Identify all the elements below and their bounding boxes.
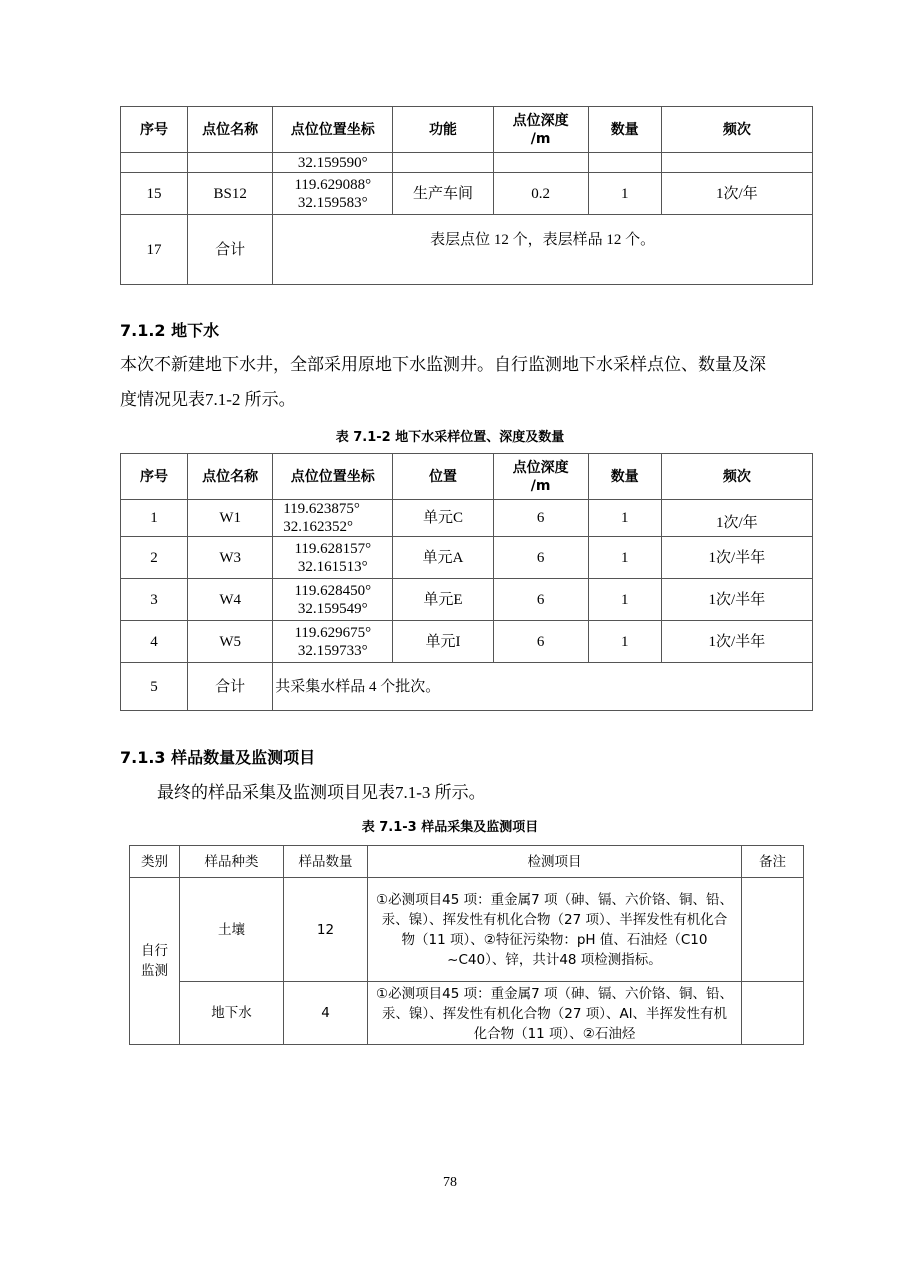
sample-count-cell: 4 [284,982,368,1045]
qty-cell: 1 [588,579,661,621]
no-cell: 5 [121,663,188,711]
coord-cell: 32.159590° [273,153,393,173]
total-text: 共采集水样品 4 个批次。 [273,663,813,711]
table-header-row [121,107,813,153]
col-header-category: 类别 [130,846,180,878]
table-total-row [121,663,813,711]
col-header-freq: 频次 [661,454,812,500]
col-header-no: 序号 [121,454,188,500]
qty-cell: 1 [588,173,661,215]
table-caption: 表 7.1-3 样品采集及监测项目 [361,820,539,835]
col-header-sample-type: 样品种类 [180,846,284,878]
table-header-row [130,846,804,878]
depth-cell: 6 [493,537,588,579]
col-header-location: 位置 [393,454,493,500]
total-text: 表层点位 12 个，表层样品 12 个。 [273,215,813,285]
col-header-remarks: 备注 [742,846,804,878]
test-items-cell: ①必测项目45 项：重金属7 项（砷、镉、六价铬、铜、铅、汞、镍）、挥发性有机化合物（27 项）、半挥发性有机化合物（11 项）、②特征污染物：pH 值、石油烃（C10 ~C40）、锌，共计48 项检测指标。 [368,878,742,982]
name-cell: BS12 [188,173,273,215]
coord-cell: 119.623875° 32.162352° [273,500,393,537]
location-cell: 单元C [393,500,493,537]
table-row [121,173,813,215]
name-cell: W3 [188,537,273,579]
col-header-name: 点位名称 [188,454,273,500]
no-cell: 4 [121,621,188,663]
table-row [121,579,813,621]
sample-type-cell: 土壤 [180,878,284,982]
section-heading-712: 7.1.2 地下水 [120,321,220,340]
depth-cell: 6 [493,579,588,621]
sample-type-cell: 地下水 [180,982,284,1045]
total-label: 合计 [188,663,273,711]
location-cell: 单元E [393,579,493,621]
table-row [121,537,813,579]
soil-sampling-table-continued [120,106,813,285]
table-row [121,153,813,173]
col-header-no: 序号 [121,107,188,153]
table-row [130,878,804,982]
table-row [121,500,813,537]
col-header-test-items: 检测项目 [368,846,742,878]
table-caption: 表 7.1-2 地下水采样位置、深度及数量 [335,430,565,445]
depth-cell: 0.2 [493,173,588,215]
table-total-row [121,215,813,285]
section-heading-713: 7.1.3 样品数量及监测项目 [120,748,316,767]
remarks-cell [742,982,804,1045]
coord-cell: 119.628450° 32.159549° [273,579,393,621]
freq-cell: 1次/年 [661,173,812,215]
table-row [130,982,804,1045]
no-cell: 2 [121,537,188,579]
remarks-cell [742,878,804,982]
qty-cell: 1 [588,500,661,537]
function-cell: 生产车间 [393,173,493,215]
table-header-row [121,454,813,500]
section-713-paragraph: 最终的样品采集及监测项目见表7.1-3 所示。 [157,783,486,802]
name-cell: W4 [188,579,273,621]
page-number: 78 [443,1175,457,1190]
section-712-paragraph [120,347,820,417]
qty-cell: 1 [588,621,661,663]
freq-cell: 1次/半年 [661,537,812,579]
col-header-qty: 数量 [588,107,661,153]
no-cell: 1 [121,500,188,537]
groundwater-sampling-table [120,453,813,711]
col-header-function: 功能 [393,107,493,153]
location-cell: 单元I [393,621,493,663]
freq-cell: 1次/年 [661,500,812,537]
no-cell: 15 [121,173,188,215]
category-cell: 自行 监测 [130,878,180,1045]
depth-cell: 6 [493,621,588,663]
sample-monitoring-table [129,845,804,1045]
coord-cell: 119.629088° 32.159583° [273,173,393,215]
sample-count-cell: 12 [284,878,368,982]
total-label: 合计 [188,215,273,285]
coord-cell: 119.628157° 32.161513° [273,537,393,579]
freq-cell: 1次/半年 [661,579,812,621]
col-header-name: 点位名称 [188,107,273,153]
freq-cell: 1次/半年 [661,621,812,663]
col-header-freq: 频次 [661,107,812,153]
col-header-qty: 数量 [588,454,661,500]
coord-cell: 119.629675° 32.159733° [273,621,393,663]
col-header-coord: 点位位置坐标 [273,454,393,500]
paragraph-line: 本次不新建地下水井，全部采用原地下水监测井。自行监测地下水采样点位、数量及深 [120,355,766,374]
col-header-depth: 点位深度 /m [493,454,588,500]
no-cell: 17 [121,215,188,285]
name-cell: W1 [188,500,273,537]
depth-cell: 6 [493,500,588,537]
col-header-depth: 点位深度 /m [493,107,588,153]
qty-cell: 1 [588,537,661,579]
test-items-cell: ①必测项目45 项：重金属7 项（砷、镉、六价铬、铜、铅、汞、镍）、挥发性有机化合物（27 项）、Al、半挥发性有机化合物（11 项）、②石油烃 [368,982,742,1045]
name-cell: W5 [188,621,273,663]
no-cell: 3 [121,579,188,621]
location-cell: 单元A [393,537,493,579]
paragraph-line: 度情况见表7.1-2 所示。 [120,390,296,409]
col-header-sample-count: 样品数量 [284,846,368,878]
table-row [121,621,813,663]
col-header-coord: 点位位置坐标 [273,107,393,153]
